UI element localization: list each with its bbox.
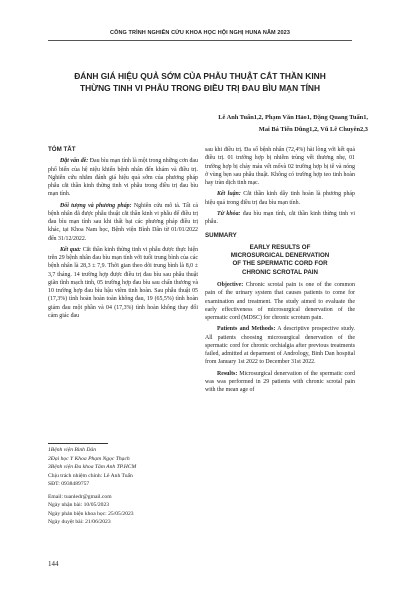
en-objective-text: Chronic scrotal pain is one of the common pain of the urinary system that causes patients to come for examination and treatment. The study aimed to evaluate the early effectiveness of microsurgical denervation of the spermatic cord (MDSC) for chronic scrotum pain.	[205, 282, 355, 322]
english-title-line: CHRONIC SCROTAL PAIN	[242, 268, 318, 276]
author-list	[210, 112, 368, 136]
en-objective-label: Objective:	[217, 282, 244, 289]
en-methods-label: Patients and Methods:	[217, 326, 276, 333]
keywords-text: đau bìu mạn tính, cắt thần kinh thừng tinh vi phẫu.	[205, 210, 355, 225]
conclusion-text: Cắt thần kinh dây tinh hoàn là phương pháp hiệu quả trong điều trị đau bìu mạn tính.	[205, 191, 355, 206]
correspondence-author: Chịu trách nhiệm chính: Lê Anh Tuấn	[48, 472, 133, 479]
title-line: THỪNG TINH VI PHẪU TRONG ĐIỀU TRỊ ĐAU BÌU MẠN TÍNH	[79, 83, 321, 93]
running-header: CÔNG TRÌNH NGHIÊN CỨU KHOA HỌC HỘI NGHỊ HUNA NĂM 2023	[110, 30, 290, 36]
right-column	[205, 146, 355, 397]
date-reviewed: Ngày phản biện khoa học: 25/05/2023	[48, 510, 134, 517]
results-label: Kết quả:	[60, 246, 82, 253]
correspondence-email: Email: tuanledr@gmail.com	[48, 493, 112, 500]
english-title-line: MICROSURGICAL DENERVATION	[230, 251, 330, 259]
english-title	[205, 244, 355, 278]
en-methods-text: A descriptive prospective study. All patients choosing microsurgical denervation of the spermatic cord for chronic orchialgia after previous treatments failed, admitted at deparment of Andrology, Binh Dan hospital from January 1st 2022 to December 31st 2022.	[205, 326, 355, 366]
abstract-vi-heading: TÓM TẮT	[48, 146, 76, 153]
abstract-en-methods	[205, 325, 355, 366]
affiliation-2: 2Đại học Y Khoa Phạm Ngọc Thạch	[48, 455, 130, 462]
keywords-label: Từ khóa:	[217, 210, 241, 217]
objective-text: Đau bìu mạn tính là một trong những cơn đau phổ biến của hệ niệu khiến bệnh nhân đến khám và điều trị. Nghiên cứu nhằm đánh giá hiệu quả sớm của phương pháp phẫu cắt thần kinh thừng tinh vi phẫu trong điều trị đau bìu mạn tính.	[48, 158, 198, 198]
abstract-vi-methods	[48, 202, 198, 243]
conclusion-label: Kết luận:	[217, 191, 241, 198]
abstract-vi-results-cont: sau khi điều trị. Đa số bệnh nhân (72,4%) hài lòng với kết quả điều trị. 01 trường hợp bị nhiễm trùng vết thương nhẹ, 01 trường hợp bị chảy máu vết mổvà 02 trường hợp bị tê và nóng ở vùng bẹn sau phẫu thuật. Không có trường hợp teo tinh hoàn hay tràn dịch tinh mạc.	[205, 147, 355, 186]
abstract-vi-results	[48, 246, 198, 320]
en-results-text: Microsurgical denervation of the spermatic cord was was performed in 29 patients with chronic scrotal pain with the mean age of	[205, 370, 355, 394]
date-accepted: Ngày duyệt bài: 21/06/2023	[48, 519, 111, 525]
footnotes	[48, 443, 198, 527]
abstract-vi-objective	[48, 157, 198, 198]
article-title	[40, 70, 360, 94]
results-text: Cắt thần kinh thừng tinh vi phẫu được thực hiện trên 29 bệnh nhân đau bìu mạn tính với tuổi trung bình của các bệnh nhân là 28,3 ± 7,9. Thời gian theo dõi trung bình là 8,0 ± 3,7 tháng. 14 trường hợp được điều trị đau bìu sau phẫu thuật giãn tĩnh mạch tinh, 05 trường hợp đau bìu sau chấn thương và 10 trường hợp đau bìu hậu viêm tinh hoàn. Sau phẫu thuật 05 (17,3%) tình hoàn hoàn toàn không đau, 19 (65,5%) tình hoàn giảm đau một phần và 04 (17,3%) tình hoàn không thay đổi cảm giác đau	[48, 246, 199, 319]
abstract-vi-conclusion	[205, 190, 355, 207]
english-title-line: EARLY RESULTS OF	[249, 243, 311, 251]
abstract-en-results	[205, 370, 355, 395]
footnote-rule	[48, 443, 108, 444]
methods-text: Nghiên cứu mô tả. Tất cả bệnh nhân đã được phẫu thuật cắt thần kinh vi phẫu để điều trị đau bìu mạn tính sau khi thất bại các phương pháp điều trị khác, tại Khoa Nam học, Bệnh viện Bình Dân từ 01/01/2022 đến 31/12/2022.	[48, 202, 198, 242]
header-rule	[48, 40, 352, 41]
en-results-label: Results:	[217, 370, 238, 377]
author-line: Lê Anh Tuấn1,2, Phạm Văn Hảo1, Đặng Quang Tuấn1,	[218, 114, 368, 121]
abstract-vi-keywords	[205, 210, 355, 227]
left-column	[48, 146, 198, 323]
correspondence-phone: SĐT: 0938489757	[48, 481, 90, 487]
methods-label: Đối tượng và phương pháp:	[60, 202, 132, 209]
date-received: Ngày nhận bài: 10/05/2023	[48, 502, 110, 508]
objective-label: Đặt vấn đề:	[60, 158, 89, 165]
summary-heading: SUMMARY	[205, 232, 237, 240]
title-line: ĐÁNH GIÁ HIỆU QUẢ SỚM CỦA PHẪU THUẬT CẮT THẦN KINH	[74, 71, 326, 81]
abstract-en-objective	[205, 281, 355, 322]
affiliation-1: 1Bệnh viện Bình Dân	[48, 447, 97, 453]
english-title-line: OF THE SPERMATIC CORD FOR	[232, 260, 328, 268]
affiliation-3: 3Bệnh viện Đa khoa Tâm Anh TP.HCM	[48, 464, 137, 470]
page-number: 144	[48, 560, 59, 568]
author-line: Mai Bá Tiến Dũng1,2, Vũ Lê Chuyên2,3	[258, 126, 368, 133]
